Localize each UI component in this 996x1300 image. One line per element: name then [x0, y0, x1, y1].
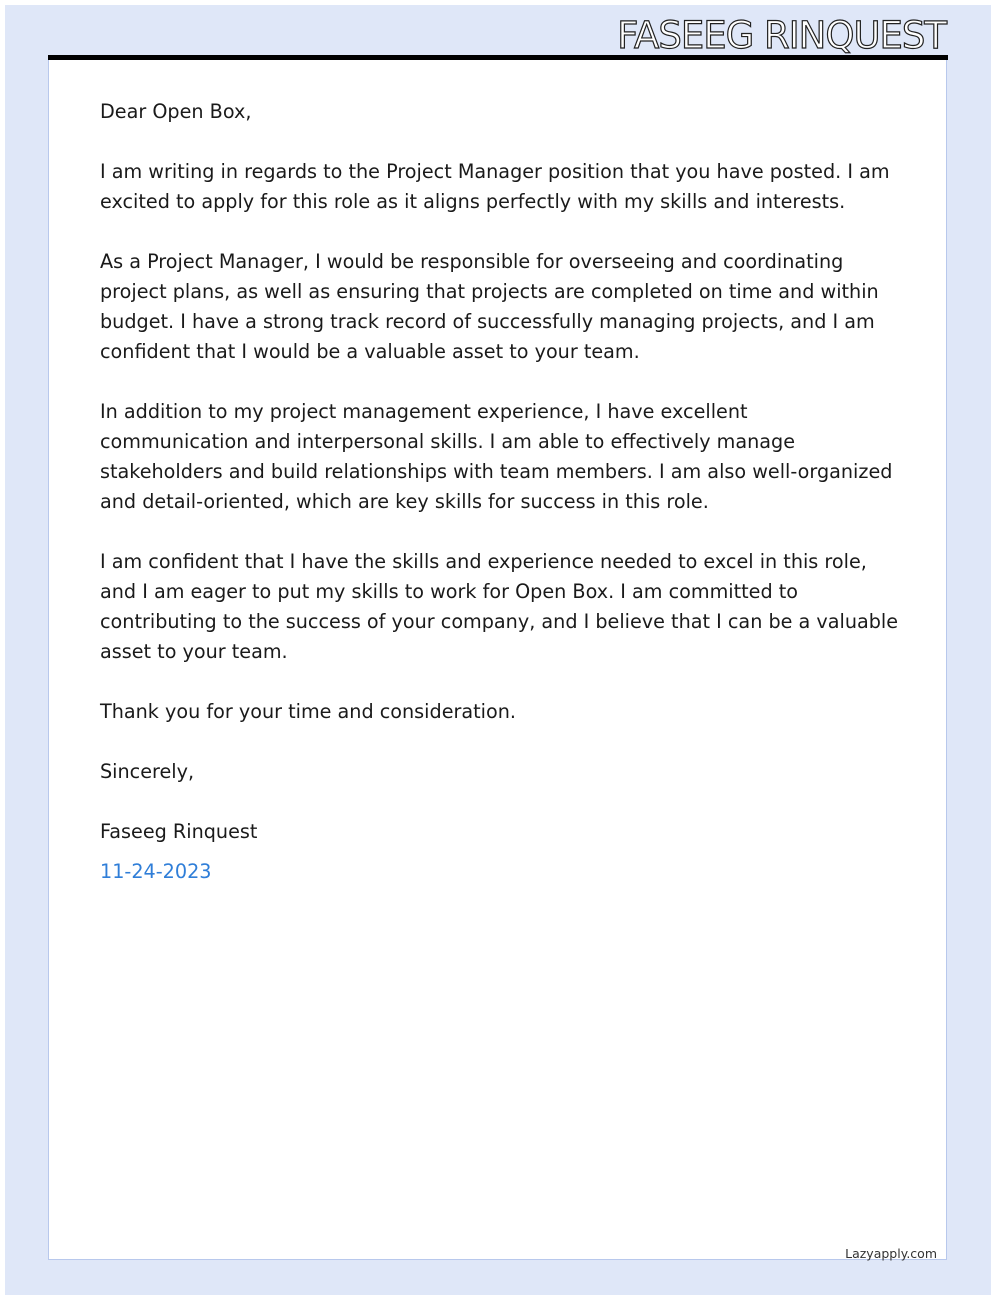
applicant-name-header: FASEEG RINQUEST: [617, 14, 946, 57]
footer-brand: Lazyapply.com: [845, 1246, 937, 1261]
letter-date: 11-24-2023: [100, 860, 212, 883]
letter-signature: Faseeg Rinquest: [100, 820, 258, 843]
cover-letter-body: [100, 97, 900, 917]
letter-paragraph-3: In addition to my project management experience, I have excellent communication and interpersonal skills. I am able to effectively manage stakeholders and build relationships with team members. I am also well-organized and detail-oriented, which are key skills for success in this role.: [100, 400, 893, 513]
letter-paragraph-4: I am confident that I have the skills and experience needed to excel in this role, and I am eager to put my skills to work for Open Box. I am committed to contributing to the success of your company, and I believe that I can be a valuable asset to your team.: [100, 550, 899, 663]
letter-paragraph-2: As a Project Manager, I would be responsible for overseeing and coordinating project plans, as well as ensuring that projects are completed on time and within budget. I have a strong track record of successfully managing projects, and I am confident that I would be a valuable asset to your team.: [100, 250, 879, 363]
letter-closing: Sincerely,: [100, 760, 195, 783]
letter-thanks: Thank you for your time and consideration.: [100, 700, 516, 723]
letter-paragraph-1: I am writing in regards to the Project Manager position that you have posted. I am excited to apply for this role as it aligns perfectly with my skills and interests.: [100, 160, 890, 213]
letter-greeting: Dear Open Box,: [100, 100, 252, 123]
